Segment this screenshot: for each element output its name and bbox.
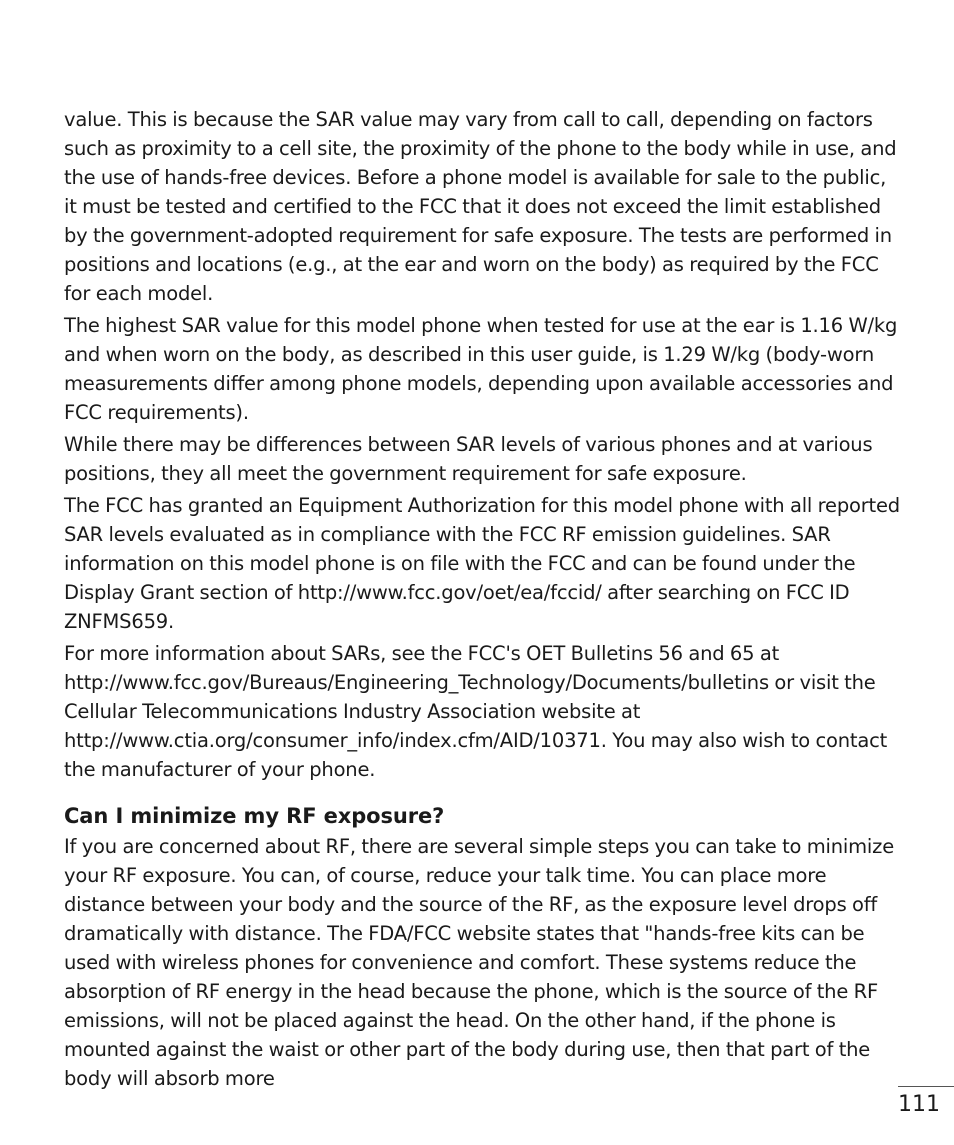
page-number: 111 [898,1092,940,1117]
footer-divider [898,1086,954,1087]
paragraph-more-information: For more information about SARs, see the FCC's OET Bulletins 56 and 65 at http://www.fcc.gov/Bureaus/Engineering_Technology/Documents/bulletins or visit the Cellular Telecommunications Industry Association website at http://www.ctia.org/consumer_info/index.cfm/AID/10371. You may also wish to contact the manufacturer of your phone. [64,642,888,781]
paragraph-sar-variation: value. This is because the SAR value may vary from call to call, depending on factors such as proximity to a cell site, the proximity of the phone to the body while in use, and the use of hands-free devices. Before a phone model is available for sale to the public, it must be tested and certified to the FCC that it does not exceed the limit established by the government-adopted requirement for safe exposure. The tests are performed in positions and locations (e.g., at the ear and worn on the body) as required by the FCC for each model. [64,108,897,305]
page-content [64,105,904,1096]
paragraph-fcc-authorization: The FCC has granted an Equipment Authorization for this model phone with all reported SAR levels evaluated as in compliance with the FCC RF emission guidelines. SAR information on this model phone is on file with the FCC and can be found under the Display Grant section of http://www.fcc.gov/oet/ea/fccid/ after searching on FCC ID ZNFMS659. [64,494,900,633]
section-body: If you are concerned about RF, there are several simple steps you can take to minimize your RF exposure. You can, of course, reduce your talk time. You can place more distance between your body and the source of the RF, as the exposure level drops off dramatically with distance. The FDA/FCC website states that "hands-free kits can be used with wireless phones for convenience and comfort. These systems reduce the absorption of RF energy in the head because the phone, which is the source of the RF emissions, will not be placed against the head. On the other hand, if the phone is mounted against the waist or other part of the body during use, then that part of the body will absorb more [64,835,894,1090]
paragraph-sar-differences: While there may be differences between SAR levels of various phones and at various positions, they all meet the government requirement for safe exposure. [64,433,873,485]
section-heading: Can I minimize my RF exposure? [64,804,445,828]
paragraph-highest-sar: The highest SAR value for this model phone when tested for use at the ear is 1.16 W/kg and when worn on the body, as described in this user guide, is 1.29 W/kg (body-worn measurements differ among phone models, depending upon available accessories and FCC requirements). [64,314,898,424]
